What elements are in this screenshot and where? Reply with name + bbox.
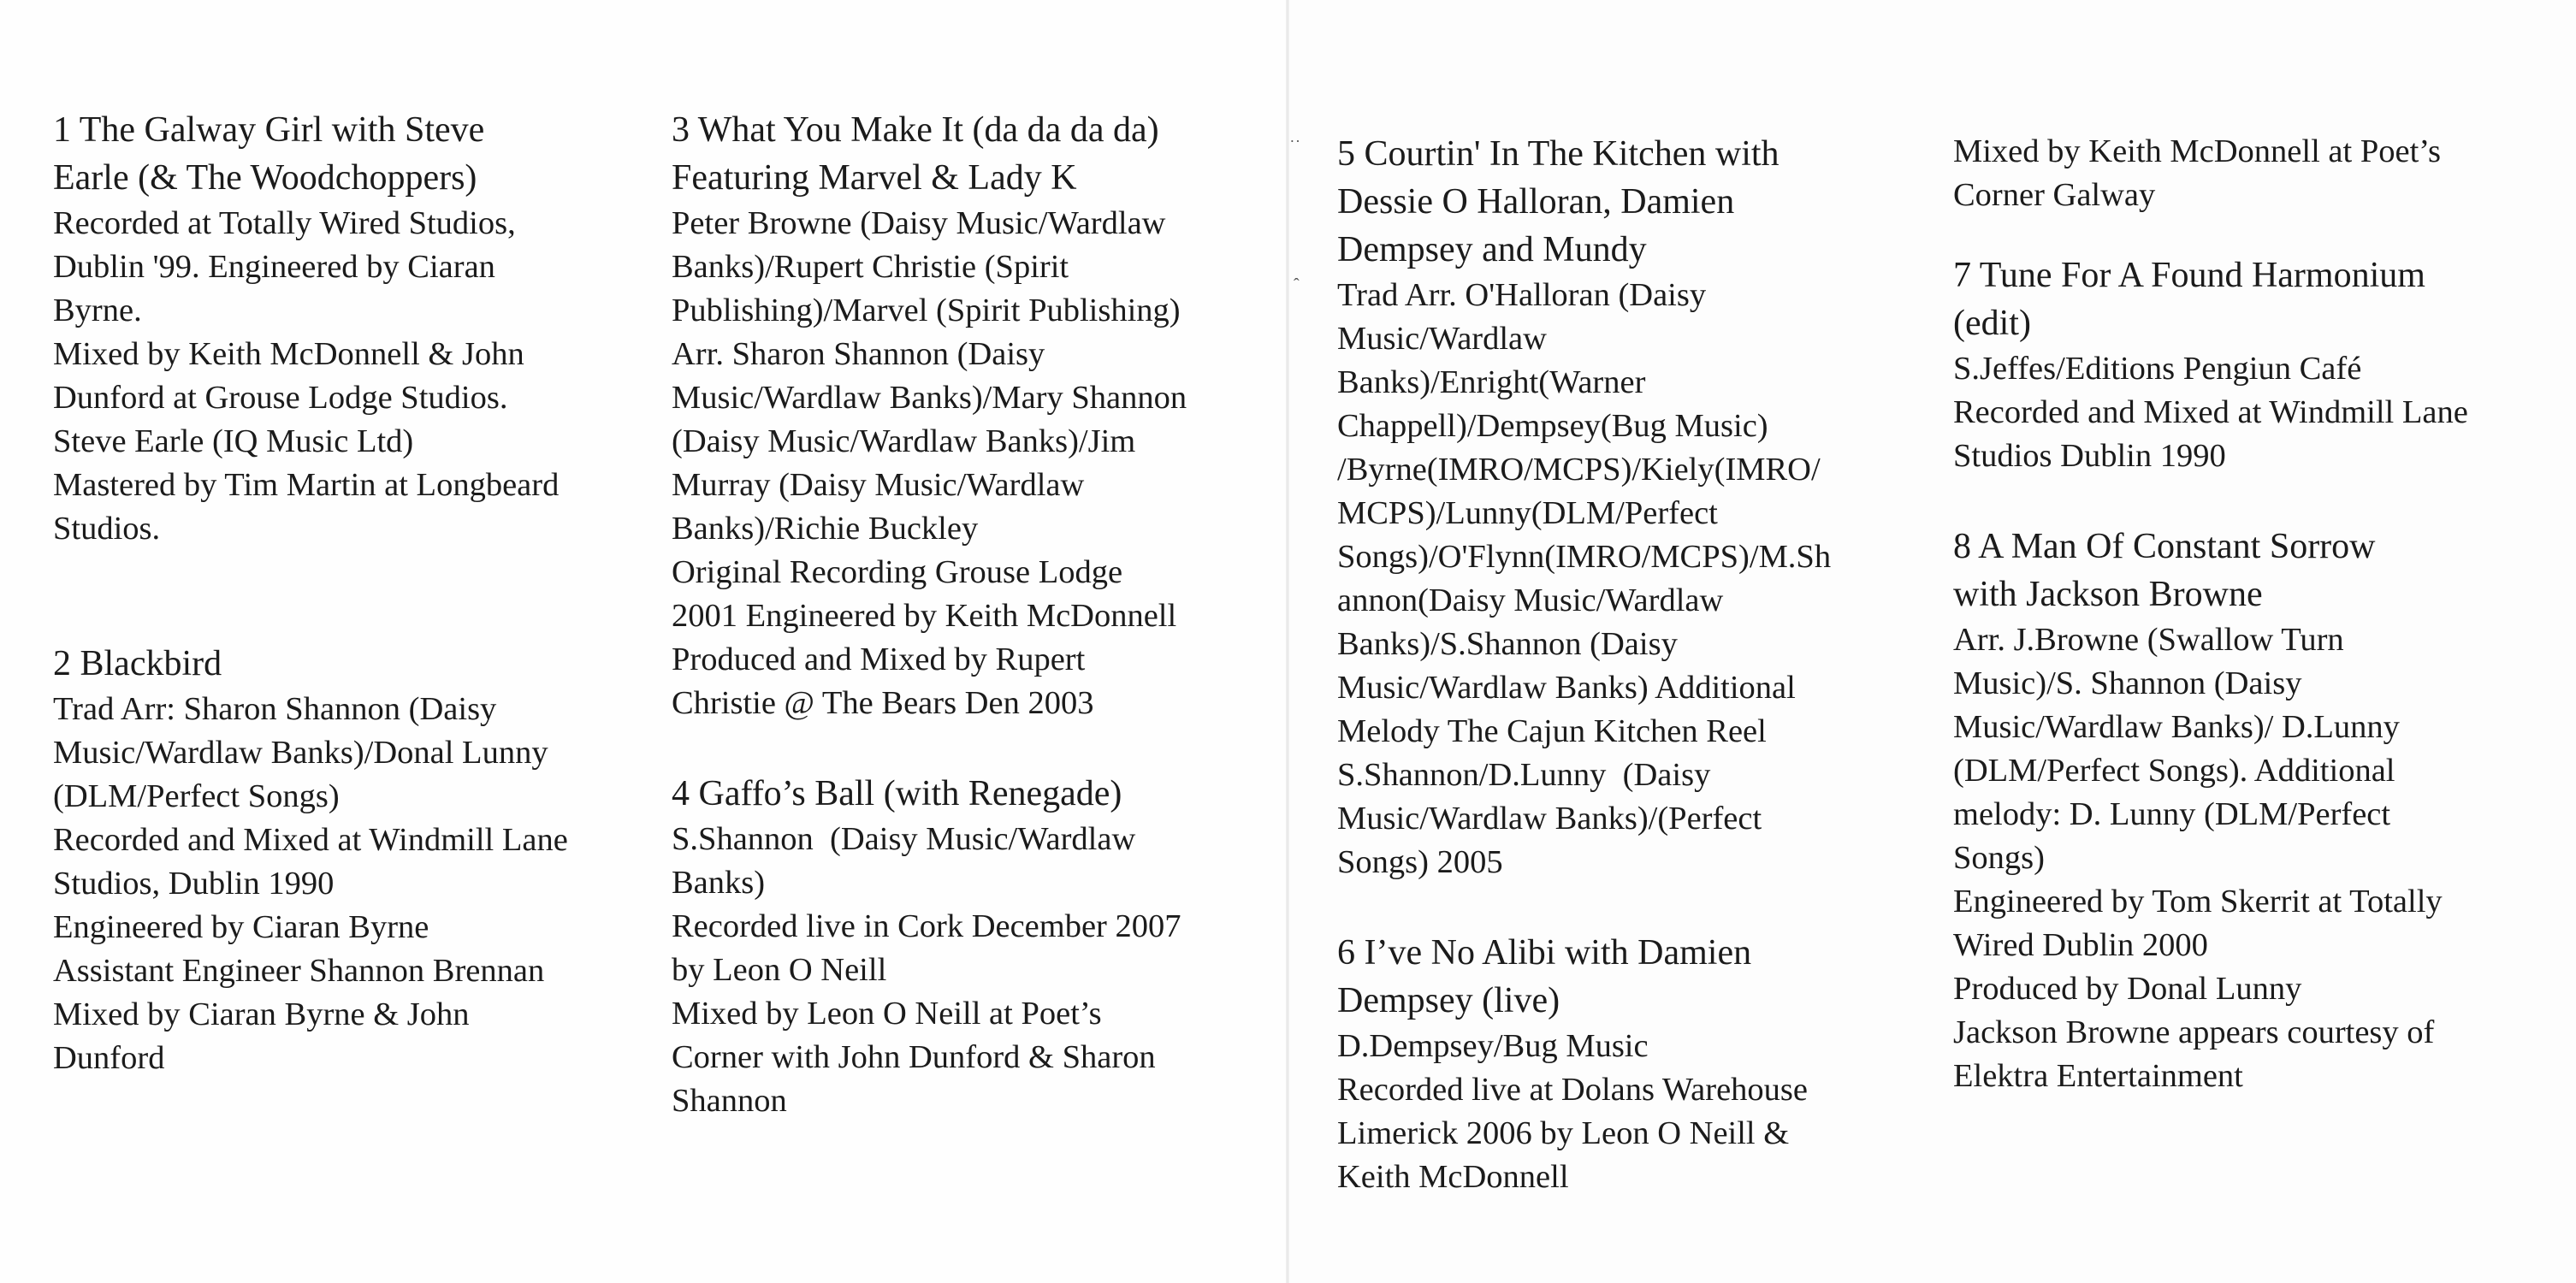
credit-line: Studios, Dublin 1990 [53, 866, 335, 902]
credit-line: S.Jeffes/Editions Pengiun Café [1953, 351, 2362, 387]
track-1-credits [53, 106, 652, 551]
credit-line: Engineered by Tom Skerrit at Totally [1953, 884, 2443, 919]
credit-line: Studios. [53, 511, 161, 547]
credit-line: MCPS)/Lunny(DLM/Perfect [1337, 495, 1718, 531]
credit-line: Arr. Sharon Shannon (Daisy [672, 336, 1045, 372]
credit-line: D.Dempsey/Bug Music [1337, 1028, 1649, 1064]
credit-line: Produced by Donal Lunny [1953, 971, 2302, 1007]
credit-line: Music)/S. Shannon (Daisy [1953, 665, 2302, 701]
credit-line: Christie @ The Bears Den 2003 [672, 685, 1094, 721]
track-title: with Jackson Browne [1953, 575, 2263, 614]
credit-line: S.Shannon/D.Lunny (Daisy [1337, 757, 1711, 793]
credit-line: Recorded and Mixed at Windmill Lane [1953, 394, 2468, 430]
credit-line: melody: D. Lunny (DLM/Perfect [1953, 796, 2391, 832]
credit-line: Music/Wardlaw Banks)/Donal Lunny [53, 735, 548, 771]
credit-line: Banks)/Richie Buckley [672, 511, 979, 547]
credits-column-1 [53, 106, 652, 1080]
credit-line: Music/Wardlaw Banks)/(Perfect [1337, 801, 1762, 837]
track-title: 4 Gaffo’s Ball (with Renegade) [672, 774, 1122, 813]
credit-line: (DLM/Perfect Songs). Additional [1953, 753, 2395, 789]
credit-line: Byrne. [53, 293, 142, 328]
credit-line: Mixed by Keith McDonnell & John [53, 336, 524, 372]
credit-line: Music/Wardlaw Banks) Additional [1337, 670, 1796, 706]
credit-line: Songs) 2005 [1337, 844, 1503, 880]
credit-line: Banks)/S.Shannon (Daisy [1337, 626, 1678, 662]
credit-line: Music/Wardlaw [1337, 321, 1547, 357]
credit-line: Dublin '99. Engineered by Ciaran [53, 249, 495, 285]
credit-line: Murray (Daisy Music/Wardlaw [672, 467, 1085, 503]
credit-line: Corner Galway [1953, 177, 2156, 213]
page-fold [1286, 0, 1289, 1283]
track-6-credits [1337, 929, 1936, 1199]
track-title: 6 I’ve No Alibi with Damien [1337, 933, 1752, 973]
track-title: 3 What You Make It (da da da da) [672, 110, 1159, 150]
track-title: 7 Tune For A Found Harmonium [1953, 256, 2425, 295]
credit-line: Recorded live in Cork December 2007 [672, 908, 1181, 944]
credit-line: annon(Daisy Music/Wardlaw [1337, 582, 1724, 618]
track-8-credits [1953, 523, 2552, 1098]
track-title: Dempsey and Mundy [1337, 230, 1647, 269]
credit-line: Original Recording Grouse Lodge [672, 554, 1123, 590]
credit-line: by Leon O Neill [672, 952, 887, 988]
credit-line: Mixed by Keith McDonnell at Poet’s [1953, 133, 2441, 169]
track-3-credits [672, 106, 1270, 725]
credit-line: Produced and Mixed by Rupert [672, 642, 1086, 677]
credit-line: /Byrne(IMRO/MCPS)/Kiely(IMRO/ [1337, 452, 1821, 488]
credit-line: Steve Earle (IQ Music Ltd) [53, 423, 414, 459]
credit-line: Banks)/Enright(Warner [1337, 364, 1646, 400]
credit-line: Recorded and Mixed at Windmill Lane [53, 822, 568, 858]
credit-line: Wired Dublin 2000 [1953, 927, 2208, 963]
track-title: Featuring Marvel & Lady K [672, 158, 1077, 198]
track-title: Earle (& The Woodchoppers) [53, 158, 477, 198]
credits-column-4 [1953, 130, 2552, 1098]
track-7-credits [1953, 251, 2552, 478]
credit-line: Publishing)/Marvel (Spirit Publishing) [672, 293, 1181, 328]
credit-line: Assistant Engineer Shannon Brennan [53, 953, 545, 989]
credit-line: Mixed by Leon O Neill at Poet’s [672, 996, 1102, 1032]
track-5-credits [1337, 130, 1936, 884]
credit-line: Trad Arr. O'Halloran (Daisy [1337, 277, 1707, 313]
credit-line: Studios Dublin 1990 [1953, 438, 2226, 474]
credit-line: Chappell)/Dempsey(Bug Music) [1337, 408, 1768, 444]
credit-line: (Daisy Music/Wardlaw Banks)/Jim [672, 423, 1136, 459]
credit-line: Dunford [53, 1040, 165, 1076]
track-title: 2 Blackbird [53, 644, 222, 683]
credit-line: Mixed by Ciaran Byrne & John [53, 996, 470, 1032]
credit-line: Music/Wardlaw Banks)/Mary Shannon [672, 380, 1187, 416]
credit-line: Engineered by Ciaran Byrne [53, 909, 429, 945]
credit-line: Peter Browne (Daisy Music/Wardlaw [672, 205, 1166, 241]
credit-line: S.Shannon (Daisy Music/Wardlaw [672, 821, 1136, 857]
track-2-credits [53, 640, 652, 1080]
credit-line: Melody The Cajun Kitchen Reel [1337, 713, 1767, 749]
credit-line: Banks) [672, 865, 766, 901]
track-6-credits-continued [1953, 130, 2552, 217]
track-title: Dessie O Halloran, Damien [1337, 182, 1735, 222]
credit-line: Banks)/Rupert Christie (Spirit [672, 249, 1069, 285]
credit-line: Jackson Browne appears courtesy of [1953, 1014, 2435, 1050]
track-title: 1 The Galway Girl with Steve [53, 110, 485, 150]
scan-mark: ˙˙ [1289, 137, 1301, 156]
credit-line: Songs)/O'Flynn(IMRO/MCPS)/M.Sh [1337, 539, 1832, 575]
credit-line: Recorded live at Dolans Warehouse [1337, 1072, 1808, 1108]
credit-line: Keith McDonnell [1337, 1159, 1569, 1195]
credit-line: Mastered by Tim Martin at Longbeard [53, 467, 560, 503]
credit-line: Corner with John Dunford & Sharon [672, 1039, 1156, 1075]
credits-column-3 [1337, 130, 1936, 1199]
track-4-credits [672, 770, 1270, 1123]
track-title: 5 Courtin' In The Kitchen with [1337, 134, 1780, 174]
scan-mark: ˆ [1294, 275, 1300, 294]
track-title: Dempsey (live) [1337, 981, 1560, 1020]
credit-line: Music/Wardlaw Banks)/ D.Lunny [1953, 709, 2400, 745]
credit-line: 2001 Engineered by Keith McDonnell [672, 598, 1177, 634]
track-title: (edit) [1953, 304, 2031, 343]
credit-line: Dunford at Grouse Lodge Studios. [53, 380, 508, 416]
credit-line: Arr. J.Browne (Swallow Turn [1953, 622, 2344, 658]
credit-line: Trad Arr: Sharon Shannon (Daisy [53, 691, 497, 727]
credit-line: (DLM/Perfect Songs) [53, 778, 340, 814]
credit-line: Limerick 2006 by Leon O Neill & [1337, 1115, 1790, 1151]
credit-line: Elektra Entertainment [1953, 1058, 2243, 1094]
track-title: 8 A Man Of Constant Sorrow [1953, 527, 2376, 566]
credit-line: Songs) [1953, 840, 2045, 876]
credits-column-2 [672, 106, 1270, 1123]
credit-line: Shannon [672, 1083, 787, 1119]
credit-line: Recorded at Totally Wired Studios, [53, 205, 516, 241]
